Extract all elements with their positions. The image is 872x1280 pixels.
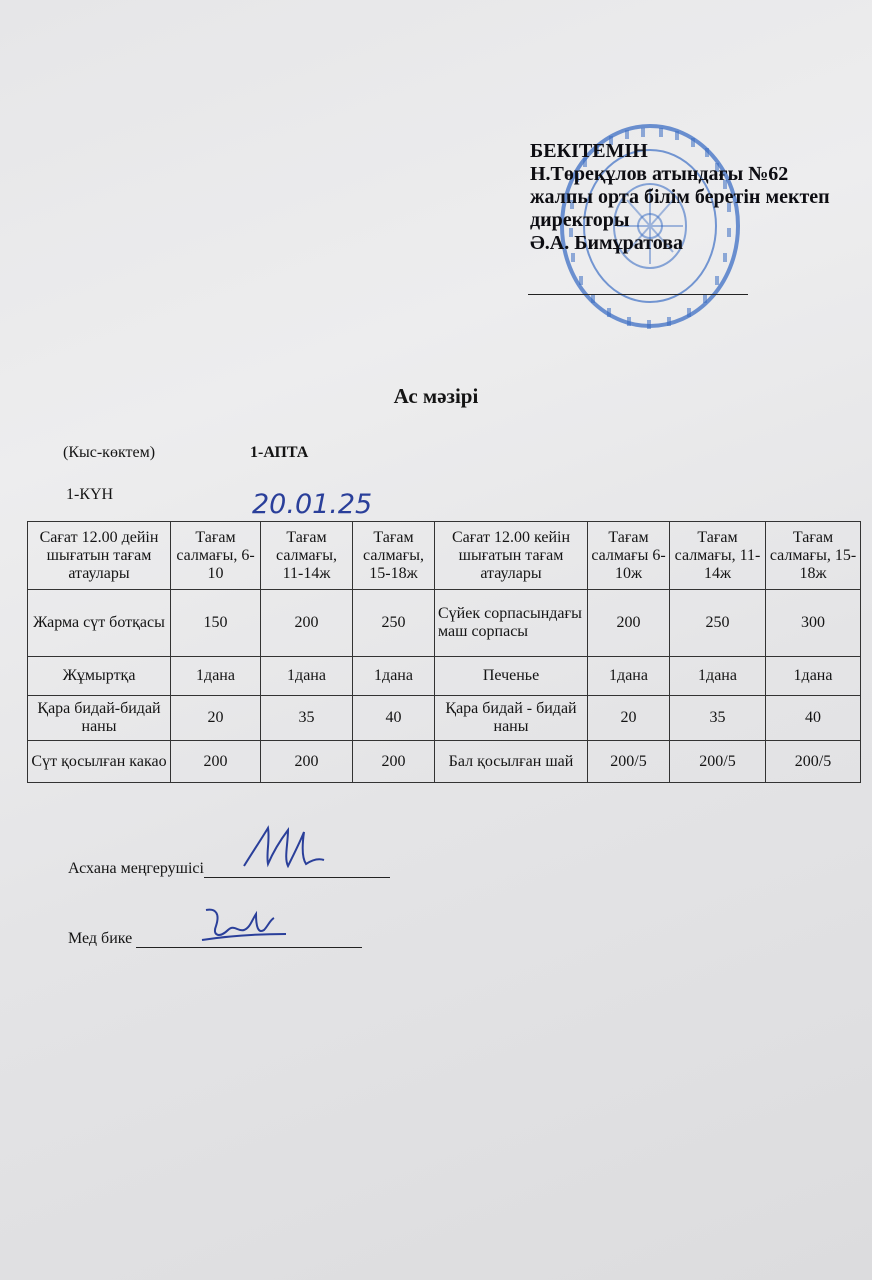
table-cell: 35 [670,696,766,741]
table-cell: 200 [353,741,435,783]
table-cell: Печенье [435,657,588,696]
table-cell: 1дана [670,657,766,696]
table-cell: Бал қосылған шай [435,741,588,783]
header-cell: Тағам салмағы, 15-18ж [766,522,861,590]
handwritten-date [248,486,428,522]
table-cell: Сүйек сорпасындағы маш сорпасы [435,590,588,657]
table-row [28,741,861,783]
handwritten-signature [198,900,288,950]
table-cell: 40 [766,696,861,741]
header-cell: Тағам салмағы, 6-10 [171,522,261,590]
table-cell: 1дана [588,657,670,696]
table-cell: 20 [588,696,670,741]
header-cell: Сағат 12.00 кейін шығатын тағам атаулары [435,522,588,590]
cafeteria-head-signature-row [68,860,390,878]
header-cell: Тағам салмағы 6-10ж [588,522,670,590]
nurse-label: Мед бике [68,930,133,947]
approval-signature-line [528,294,748,295]
table-row [28,590,861,657]
table-cell: 200 [171,741,261,783]
table-cell: Жұмыртқа [28,657,171,696]
table-cell: 40 [353,696,435,741]
table-cell: 1дана [766,657,861,696]
handwritten-signature [238,820,328,880]
approval-position: директоры [530,209,630,231]
table-header-row [28,522,861,590]
header-cell: Сағат 12.00 дейін шығатын тағам атаулары [28,522,171,590]
header-cell: Тағам салмағы, 11-14ж [670,522,766,590]
table-cell: 20 [171,696,261,741]
table-cell: 200 [261,741,353,783]
svg-text:20.01.25: 20.01.25 [252,489,373,520]
header-cell: Тағам салмағы, 11-14ж [261,522,353,590]
table-cell: Жарма сүт ботқасы [28,590,171,657]
table-cell: 200/5 [670,741,766,783]
week-label: 1-АПТА [250,444,309,461]
table-cell: 200 [261,590,353,657]
approval-school-type: жалпы орта білім беретін мектеп [530,186,830,208]
table-cell: 300 [766,590,861,657]
approval-title: БЕКІТЕМІН [530,140,648,162]
table-cell: 1дана [353,657,435,696]
header-cell: Тағам салмағы, 15-18ж [353,522,435,590]
table-cell: Қара бидай-бидай наны [28,696,171,741]
table-cell: 1дана [261,657,353,696]
table-cell: Сүт қосылған какао [28,741,171,783]
table-cell: 200/5 [766,741,861,783]
table-cell: 1дана [171,657,261,696]
table-cell: 200 [588,590,670,657]
page-title: Ас мәзірі [393,384,479,408]
approval-block [530,140,872,255]
table-cell: 250 [353,590,435,657]
table-row [28,657,861,696]
table-row [28,696,861,741]
table-cell: 200/5 [588,741,670,783]
table-cell: 250 [670,590,766,657]
approval-director-name: Ә.А. Бимұратова [530,232,684,254]
menu-table [27,521,861,783]
cafeteria-head-label: Асхана меңгерушісі [68,860,204,877]
table-cell: Қара бидай - бидай наны [435,696,588,741]
table-cell: 150 [171,590,261,657]
approval-school: Н.Төреқұлов атындағы №62 [530,163,789,185]
table-cell: 35 [261,696,353,741]
season-label: (Кыс-көктем) [63,444,156,461]
day-label: 1-КҮН [66,486,114,503]
